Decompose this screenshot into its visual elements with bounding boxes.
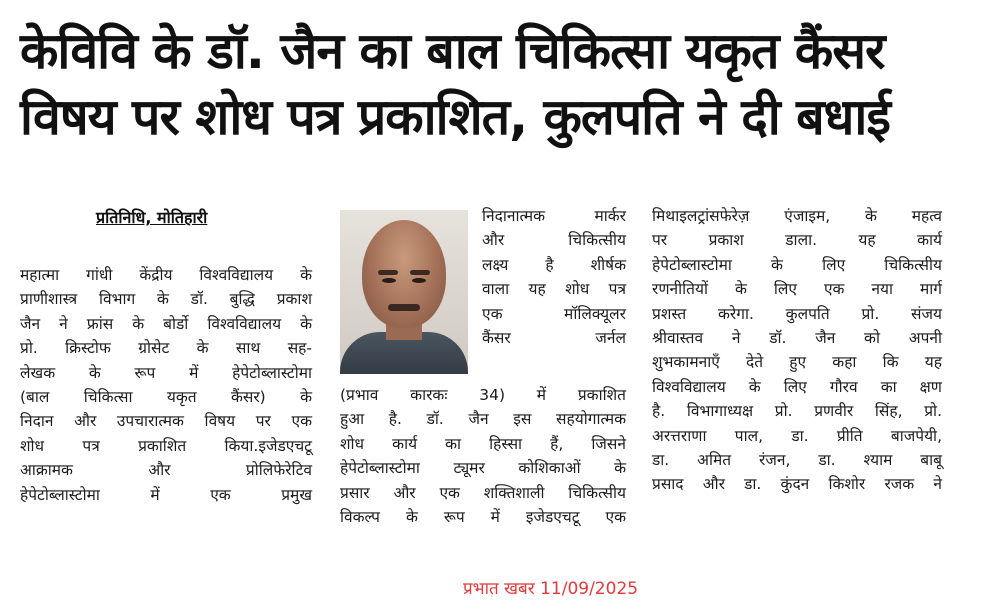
text-line: आक्रामक और प्रोलिफेरेटिव xyxy=(20,461,312,480)
text-line: वाला यह शोध पत्र xyxy=(482,280,626,299)
author-photo xyxy=(340,210,468,374)
text-line: प्रसार और एक शक्तिशाली चिकित्सीय xyxy=(340,483,626,502)
text-line: प्रशस्त करेगा. कुलपति प्रो. संजय xyxy=(652,304,942,323)
headline-line-2: विषय पर शोध पत्र प्रकाशित, कुलपति ने दी बधाई xyxy=(20,88,890,146)
text-line: विश्वविद्यालय के लिए गौरव का क्षण xyxy=(652,377,942,396)
text-line: जैन ने फ्रांस के बोर्डो विश्वविद्यालय के xyxy=(20,314,312,333)
byline: प्रतिनिधि, मोतिहारी xyxy=(96,208,208,227)
text-line: और चिकित्सीय xyxy=(482,231,626,250)
text-line: है. विभागाध्यक्ष प्रो. प्रणवीर सिंह, प्रो. xyxy=(652,402,942,421)
article-column-2-bottom xyxy=(340,383,626,529)
text-line: निदान और उपचारात्मक विषय पर एक xyxy=(20,412,312,431)
text-line: प्राणीशास्त्र विभाग के डॉ. बुद्धि प्रकाश xyxy=(20,290,312,309)
text-line: श्रीवास्तव ने डॉ. जैन को अपनी xyxy=(652,329,942,348)
text-line: लक्ष्य है शीर्षक xyxy=(482,255,626,274)
article-column-3 xyxy=(652,204,942,497)
text-line: निदानात्मक मार्कर xyxy=(482,207,626,225)
text-line: (बाल चिकित्सा यकृत कैंसर) के xyxy=(20,388,312,407)
text-line: हेपेटोब्लास्टोमा ट्यूमर कोशिकाओं के xyxy=(340,459,626,478)
headline-line-1: केविवि के डॉ. जैन का बाल चिकित्सा यकृत कैंसर xyxy=(20,22,885,80)
text-line: लेखक के रूप में हेपेटोब्लास्टोमा xyxy=(20,363,312,382)
article-column-1 xyxy=(20,263,312,507)
text-line: शुभकामनाएँ देते हुए कहा कि यह xyxy=(652,353,942,372)
text-line: प्रसाद और डा. कुंदन किशोर रजक ने xyxy=(652,475,942,494)
headline xyxy=(20,18,970,150)
text-line: हेपेटोब्लास्टोमा के लिए चिकित्सीय xyxy=(652,255,942,274)
text-line: शोध पत्र प्रकाशित किया.इजेडएचटू xyxy=(20,436,312,455)
text-line: (प्रभाव कारकः 34) में प्रकाशित xyxy=(340,386,626,404)
text-line: हुआ है. डॉ. जैन इस सहयोगात्मक xyxy=(340,410,626,429)
text-line: मिथाइलट्रांसफेरेज़ एंजाइम, के महत्व xyxy=(652,207,942,225)
text-line: विकल्प के रूप में इजेडएचटू एक xyxy=(340,508,626,527)
text-line: पर प्रकाश डाला. यह कार्य xyxy=(652,231,942,250)
text-line: डा. अमित रंजन, डा. श्याम बाबू xyxy=(652,451,942,470)
text-line: अरत्तराणा पाल, डा. प्रीति बाजपेयी, xyxy=(652,426,942,445)
source-label: प्रभात खबर 11/09/2025 xyxy=(463,579,639,599)
text-line: शोध कार्य का हिस्सा हैं, जिसने xyxy=(340,434,626,453)
article-column-2-top xyxy=(482,204,626,350)
text-line: महात्मा गांधी केंद्रीय विश्वविद्यालय के xyxy=(20,266,312,284)
text-line: एक मॉलिक्यूलर xyxy=(482,304,626,323)
text-line: हेपेटोब्लास्टोमा में एक प्रमुख xyxy=(20,485,312,504)
text-line: कैंसर जर्नल xyxy=(482,329,626,348)
text-line: प्रो. क्रिस्टोफ ग्रोसेट के साथ सह- xyxy=(20,339,312,358)
text-line: रणनीतियों के लिए एक नया मार्ग xyxy=(652,280,942,299)
